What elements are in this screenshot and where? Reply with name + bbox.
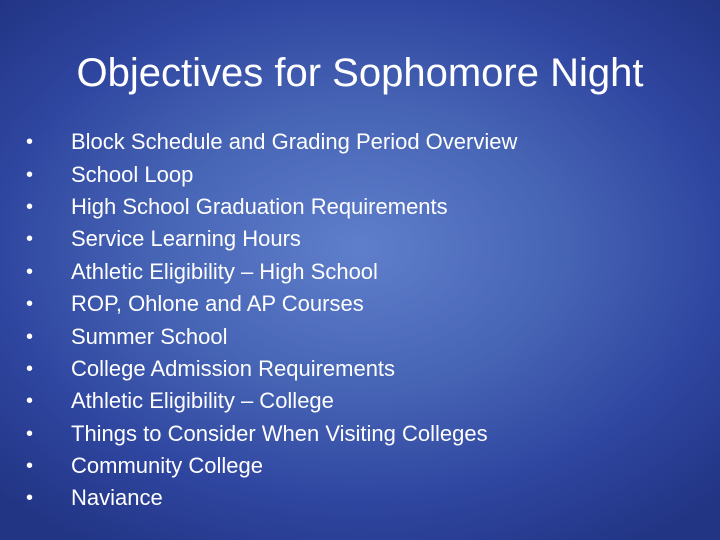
- list-item: [26, 418, 517, 450]
- list-item-text: School Loop: [71, 161, 194, 187]
- list-item-text: Service Learning Hours: [71, 226, 301, 252]
- list-item-text: College Admission Requirements: [71, 355, 396, 381]
- bullet-icon: •: [26, 163, 34, 186]
- bullet-icon: •: [26, 390, 34, 413]
- list-item-text: Athletic Eligibility – High School: [71, 258, 378, 284]
- list-item: [26, 385, 517, 417]
- list-item-text: High School Graduation Requirements: [71, 193, 448, 219]
- list-item: [26, 320, 517, 352]
- list-item: [26, 191, 517, 223]
- list-item-text: Summer School: [71, 323, 228, 349]
- list-item: [26, 126, 517, 158]
- list-item: [26, 353, 517, 385]
- list-item: [26, 288, 517, 320]
- bullet-icon: •: [26, 357, 34, 380]
- bullet-icon: •: [26, 131, 34, 154]
- bullet-list: [26, 126, 517, 515]
- bullet-icon: •: [26, 228, 34, 251]
- list-item-text: ROP, Ohlone and AP Courses: [71, 291, 364, 317]
- list-item: [26, 223, 517, 255]
- bullet-icon: •: [26, 487, 34, 510]
- bullet-icon: •: [26, 455, 34, 478]
- bullet-icon: •: [26, 195, 34, 218]
- list-item: [26, 158, 517, 190]
- list-item-text: Things to Consider When Visiting Colleges: [71, 420, 488, 446]
- list-item: [26, 256, 517, 288]
- bullet-icon: •: [26, 325, 34, 348]
- bullet-icon: •: [26, 260, 34, 283]
- bullet-icon: •: [26, 422, 34, 445]
- list-item-text: Community College: [71, 453, 263, 479]
- slide-title: Objectives for Sophomore Night: [76, 51, 644, 95]
- bullet-icon: •: [26, 293, 34, 316]
- list-item: [26, 450, 517, 482]
- list-item: [26, 482, 517, 514]
- list-item-text: Athletic Eligibility – College: [71, 388, 334, 414]
- list-item-text: Block Schedule and Grading Period Overview: [71, 129, 518, 155]
- list-item-text: Naviance: [71, 485, 163, 511]
